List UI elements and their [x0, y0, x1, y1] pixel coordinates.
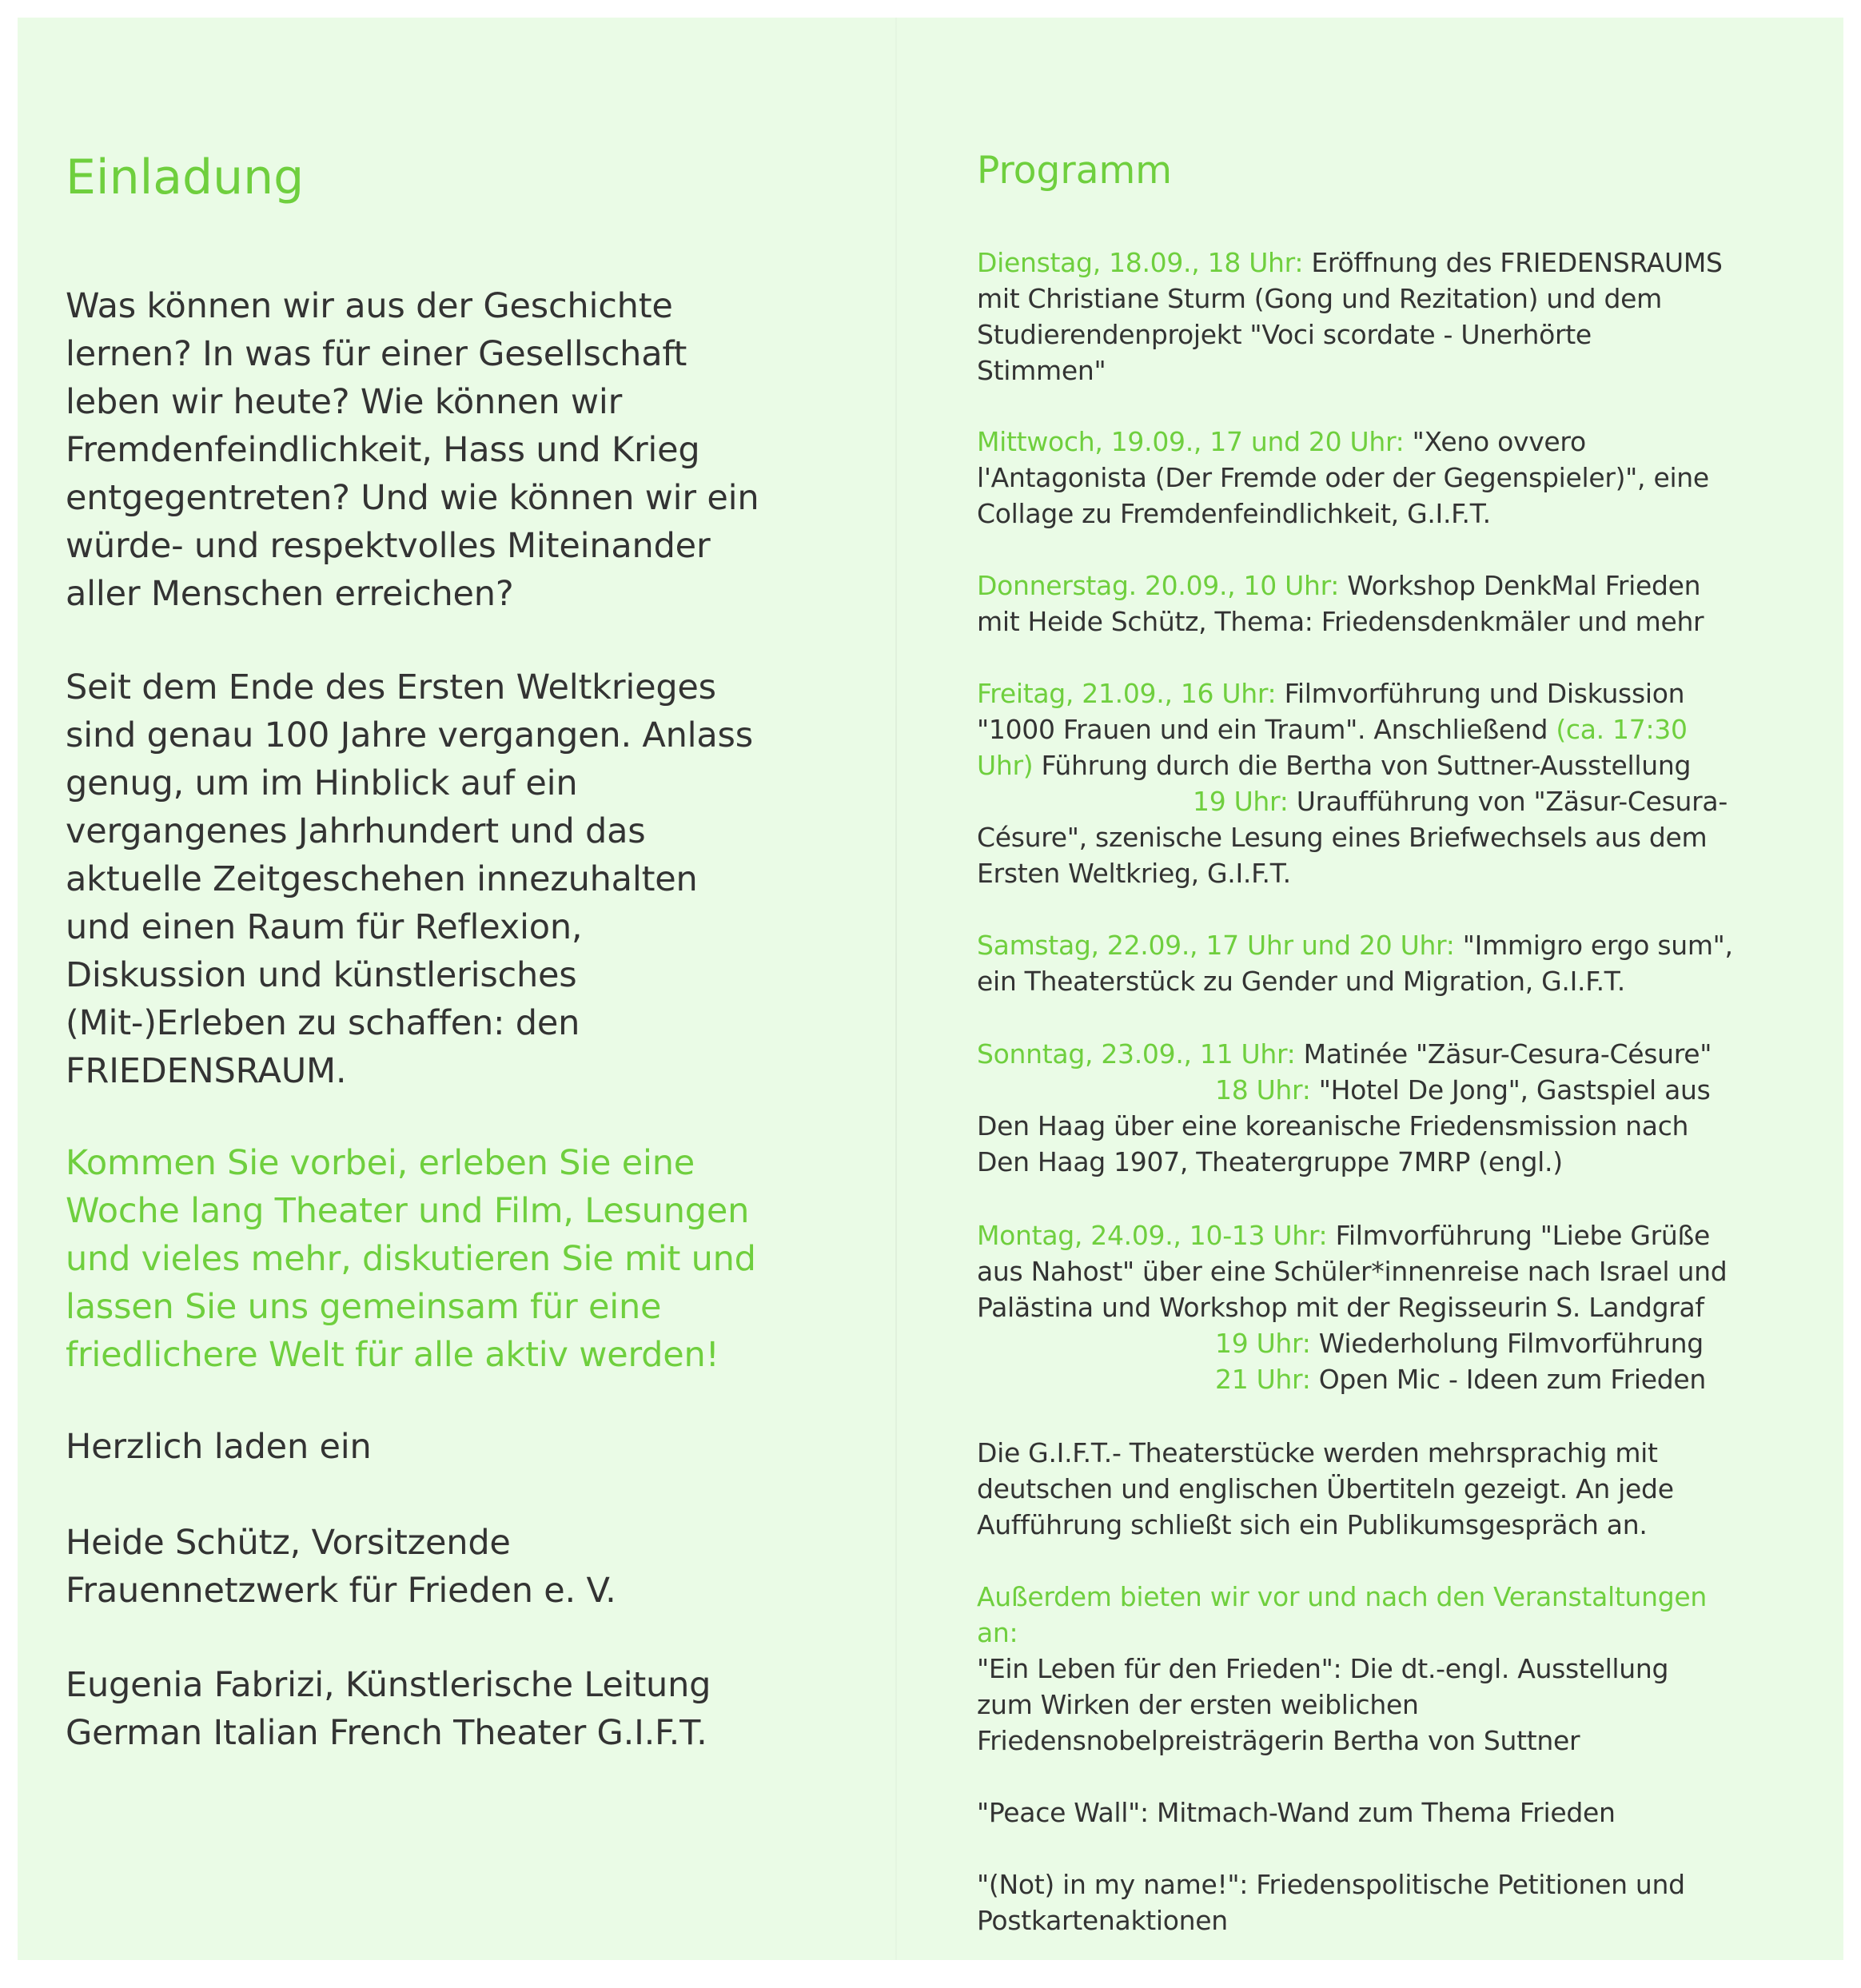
program-date: Montag, 24.09., 10-13 Uhr: [977, 1220, 1328, 1251]
signature-heide-schuetz: Heide Schütz, Vorsitzende Frauennetzwerk für Frieden e. V. [66, 1523, 616, 1611]
program-heading: Programm [977, 149, 1173, 193]
program-time: 21 Uhr: [1215, 1364, 1311, 1395]
extra-petitions: "(Not) in my name!": Friedenspolitische Petitionen und Postkartenaktionen [977, 1869, 1685, 1936]
program-entry-monday: Montag, 24.09., 10-13 Uhr: Filmvorführung "Liebe Grüße aus Nahost" über eine Schüler*innenreise nach Israel und Palästina und Workshop mit der Regisseurin S. Landgraf 19 Uhr: Wiederholung Filmvorführung 21 Uhr: Open Mic - Ideen zum Frieden [977, 1220, 1728, 1395]
surtitle-note: Die G.I.F.T.- Theaterstücke werden mehrsprachig mit deutschen und englischen Übertiteln gezeigt. An jede Aufführung schließt sich ein Publikumsgespräch an. [977, 1437, 1674, 1540]
program-date: Samstag, 22.09., 17 Uhr und 20 Uhr: [977, 930, 1455, 961]
fold-line [895, 18, 897, 1960]
program-date: Donnerstag. 20.09., 10 Uhr: [977, 570, 1340, 601]
call-to-action-paragraph: Kommen Sie vorbei, erleben Sie eine Woche lang Theater und Film, Lesungen und vieles mehr, diskutieren Sie mit und lassen Sie uns gemeinsam für eine friedlichere Welt für alle aktiv werden! [66, 1143, 756, 1375]
intro-paragraph: Was können wir aus der Geschichte lernen? In was für einer Gesellschaft leben wir heute? Wie können wir Fremdenfeindlichkeit, Hass und Krieg entgegentreten? Und wie können wir ein würde- und respektvolles Miteinander aller Menschen erreichen? [66, 286, 759, 614]
signature-eugenia-fabrizi: Eugenia Fabrizi, Künstlerische Leitung German Italian French Theater G.I.F.T. [66, 1665, 711, 1753]
program-entry-friday: Freitag, 21.09., 16 Uhr: Filmvorführung und Diskussion "1000 Frauen und ein Traum". Anschließend (ca. 17:30 Uhr) Führung durch die Bertha von Suttner-Ausstellung 19 Uhr: Uraufführung von "Zäsur-Cesura- Césure", szenische Lesung eines Briefwechsels aus dem Ersten Weltkrieg, G.I.F.T. [977, 678, 1728, 889]
program-entry-thursday: Donnerstag. 20.09., 10 Uhr: Workshop DenkMal Frieden mit Heide Schütz, Thema: Friedensdenkmäler und mehr [977, 570, 1704, 637]
program-entry-sunday: Sonntag, 23.09., 11 Uhr: Matinée "Zäsur-Cesura-Césure" 18 Uhr: "Hotel De Jong", Gastspiel aus Den Haag über eine koreanische Friedensmission nach Den Haag 1907, Theatergruppe 7MRP (engl.) [977, 1038, 1712, 1177]
program-entry-wednesday: Mittwoch, 19.09., 17 und 20 Uhr: "Xeno ovvero l'Antagonista (Der Fremde oder der Gegenspieler)", eine Collage zu Fremdenfeindlichkeit, G.I.F.T. [977, 426, 1709, 529]
context-paragraph: Seit dem Ende des Ersten Weltkrieges sind genau 100 Jahre vergangen. Anlass genug, um im Hinblick auf ein vergangenes Jahrhundert und das aktuelle Zeitgeschehen innezuhalten und einen Raum für Reflexion, Diskussion und künstlerisches (Mit-)Erleben zu schaffen: den FRIEDENSRAUM. [66, 667, 753, 1091]
extra-peace-wall: "Peace Wall": Mitmach-Wand zum Thema Frieden [977, 1797, 1616, 1828]
program-time: 19 Uhr: [1193, 786, 1289, 817]
program-entry-saturday: Samstag, 22.09., 17 Uhr und 20 Uhr: "Immigro ergo sum", ein Theaterstück zu Gender und Migration, G.I.F.T. [977, 930, 1733, 997]
invite-line: Herzlich laden ein [66, 1427, 372, 1467]
program-date: Sonntag, 23.09., 11 Uhr: [977, 1038, 1296, 1070]
extras-heading: Außerdem bieten wir vor und nach den Veranstaltungen an: [977, 1581, 1707, 1648]
program-entry-tuesday: Dienstag, 18.09., 18 Uhr: Eröffnung des FRIEDENSRAUMS mit Christiane Sturm (Gong und Rezitation) und dem Studierendenprojekt "Voci scordate - Unerhörte Stimmen" [977, 247, 1723, 386]
program-date: Mittwoch, 19.09., 17 und 20 Uhr: [977, 426, 1405, 457]
extra-exhibition: "Ein Leben für den Frieden": Die dt.-engl. Ausstellung zum Wirken der ersten weiblichen Friedensnobelpreisträgerin Bertha von Suttner [977, 1653, 1669, 1756]
program-time: 19 Uhr: [1215, 1328, 1311, 1359]
program-date: Freitag, 21.09., 16 Uhr: [977, 678, 1277, 709]
program-date: Dienstag, 18.09., 18 Uhr: [977, 247, 1304, 278]
invitation-heading: Einladung [66, 149, 305, 205]
program-time: 18 Uhr: [1215, 1074, 1311, 1106]
